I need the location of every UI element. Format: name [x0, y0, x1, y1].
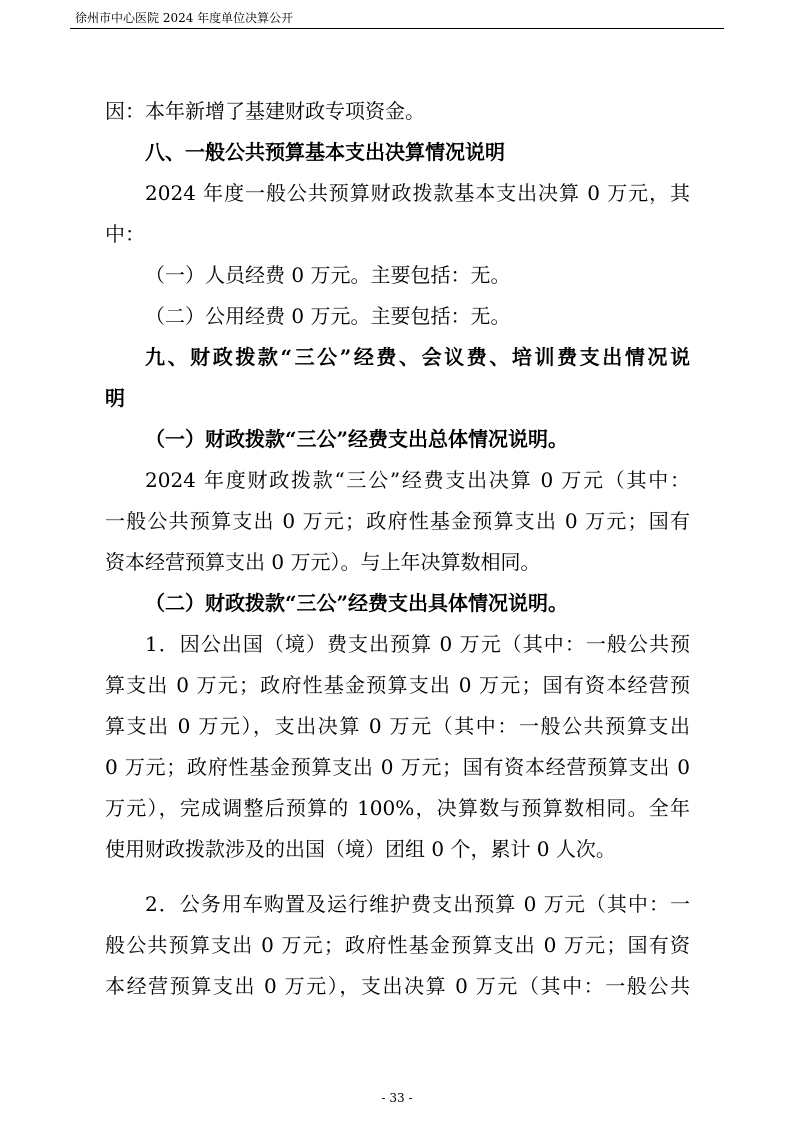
paragraph-line: 因：本年新增了基建财政专项资金。: [105, 99, 425, 123]
subsection-heading-line: （二）财政拨款“三公”经费支出具体情况说明。: [145, 591, 569, 615]
paragraph-line: 0 万元；政府性基金预算支出 0 万元；国有资本经营预算支出 0: [105, 755, 690, 779]
paragraph-line: 般公共预算支出 0 万元；政府性基金预算支出 0 万元；国有资: [105, 933, 690, 957]
paragraph-line: 1．因公出国（境）费支出预算 0 万元（其中：一般公共预: [145, 632, 690, 656]
section-heading: [105, 337, 690, 419]
paragraph: [105, 296, 690, 337]
paragraph-line: 算支出 0 万元），支出决算 0 万元（其中：一般公共预算支出: [105, 714, 690, 738]
section-heading-line: 九、财政拨款“三公”经费、会议费、培训费支出情况说: [145, 345, 690, 369]
subsection-heading: [105, 583, 690, 624]
header-divider: [70, 28, 724, 29]
paragraph-line: 2024 年度财政拨款“三公”经费支出决算 0 万元（其中：: [145, 468, 690, 492]
paragraph-line: 2024 年度一般公共预算财政拨款基本支出决算 0 万元，其: [145, 181, 690, 205]
paragraph-line: 一般公共预算支出 0 万元；政府性基金预算支出 0 万元；国有: [105, 509, 690, 533]
paragraph-line: 使用财政拨款涉及的出国（境）团组 0 个，累计 0 人次。: [105, 837, 616, 861]
paragraph: [105, 460, 690, 583]
paragraph-line: （二）公用经费 0 万元。主要包括：无。: [145, 304, 511, 328]
paragraph: [105, 255, 690, 296]
paragraph: [105, 624, 690, 870]
paragraph-line: 万元），完成调整后预算的 100%，决算数与预算数相同。全年: [105, 796, 690, 820]
paragraph-line: 中：: [105, 222, 145, 246]
running-header: 徐州市中心医院 2024 年度单位决算公开: [75, 11, 294, 25]
section-heading-line: 八、一般公共预算基本支出决算情况说明: [145, 140, 505, 164]
document-body: [105, 91, 690, 1007]
section-heading: [105, 132, 690, 173]
section-heading-line: 明: [105, 386, 125, 410]
paragraph-line: 2．公务用车购置及运行维护费支出预算 0 万元（其中：一: [145, 892, 690, 916]
paragraph-line: 本经营预算支出 0 万元），支出决算 0 万元（其中：一般公共: [105, 974, 690, 998]
page-number: - 33 -: [381, 1091, 413, 1105]
paragraph-line: （一）人员经费 0 万元。主要包括：无。: [145, 263, 511, 287]
subsection-heading-line: （一）财政拨款“三公”经费支出总体情况说明。: [145, 427, 569, 451]
paragraph: [105, 884, 690, 1007]
paragraph-line: 资本经营预算支出 0 万元）。与上年决算数相同。: [105, 550, 541, 574]
paragraph-line: 算支出 0 万元；政府性基金预算支出 0 万元；国有资本经营预: [105, 673, 690, 697]
subsection-heading: [105, 419, 690, 460]
paragraph: [105, 173, 690, 255]
paragraph: [105, 91, 690, 132]
